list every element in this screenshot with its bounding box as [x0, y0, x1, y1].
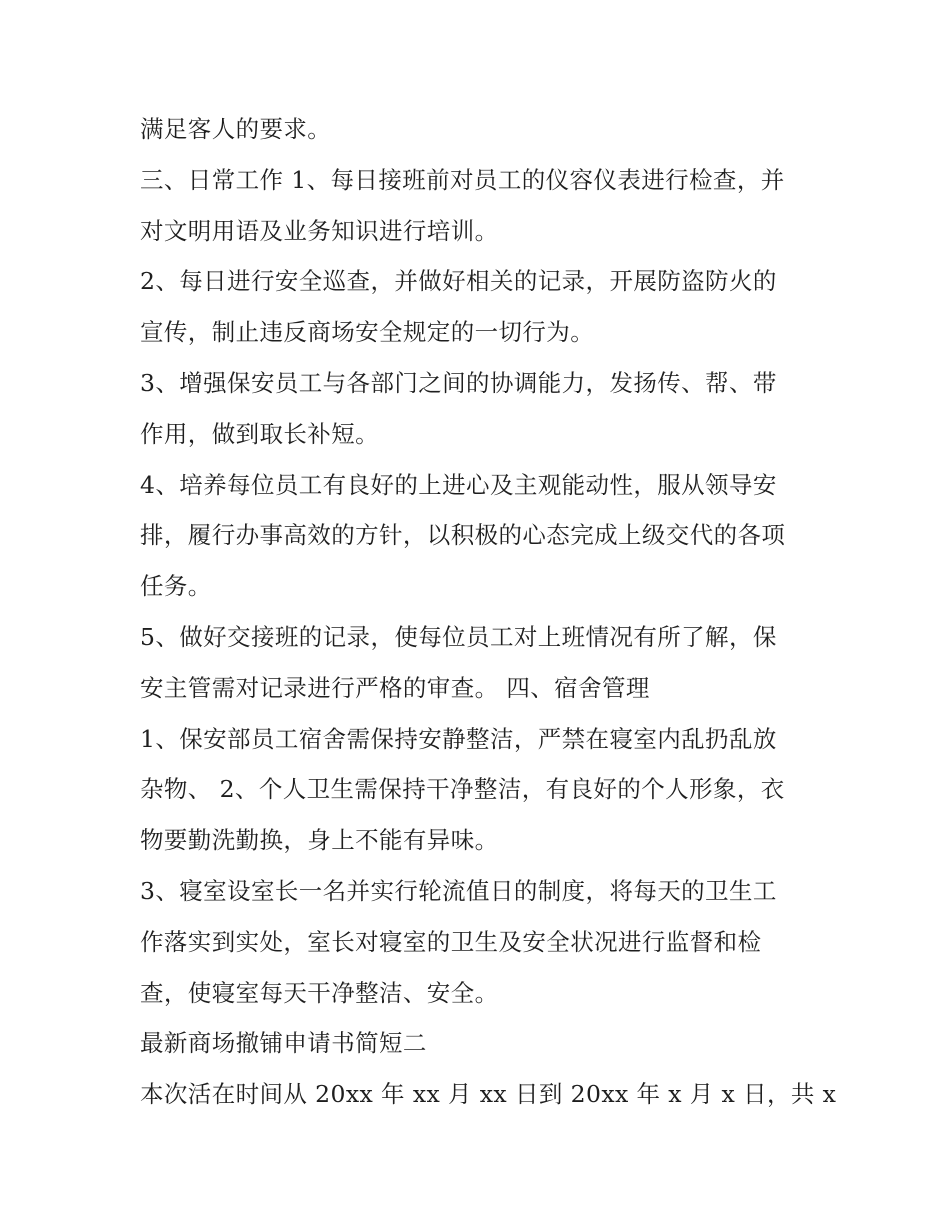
text-line: 5、做好交接班的记录，使每位员工对上班情况有所了解，保 — [140, 622, 777, 651]
text-line: 杂物、 2、个人卫生需保持干净整洁，有良好的个人形象，衣 — [140, 775, 785, 804]
text-line: 本次活在时间从 20xx 年 xx 月 xx 日到 20xx 年 x 月 x 日，共 x — [140, 1080, 837, 1109]
text-line: 任务。 — [140, 572, 212, 601]
text-line: 4、培养每位员工有良好的上进心及主观能动性，服从领导安 — [140, 470, 777, 499]
text-line: 2、每日进行安全巡查，并做好相关的记录，开展防盗防火的 — [140, 267, 777, 296]
text-line: 安主管需对记录进行严格的审查。 四、宿舍管理 — [140, 673, 650, 702]
text-line: 1、保安部员工宿舍需保持安静整洁，严禁在寝室内乱扔乱放 — [140, 724, 777, 753]
section-heading: 最新商场撤铺申请书简短二 — [140, 1029, 427, 1058]
text-line: 物要勤洗勤换，身上不能有异味。 — [140, 826, 499, 855]
text-line: 作落实到实处，室长对寝室的卫生及安全状况进行监督和检 — [140, 927, 762, 956]
text-line: 排，履行办事高效的方针，以积极的心态完成上级交代的各项 — [140, 521, 786, 550]
text-line: 查，使寝室每天干净整洁、安全。 — [140, 978, 499, 1007]
text-line: 宣传，制止违反商场安全规定的一切行为。 — [140, 318, 595, 347]
text-line: 作用，做到取长补短。 — [140, 419, 379, 448]
text-line: 满足客人的要求。 — [140, 115, 332, 143]
text-line: 三、日常工作 1、每日接班前对员工的仪容仪表进行检查，并 — [140, 165, 785, 194]
text-line: 对文明用语及业务知识进行培训。 — [140, 216, 499, 245]
text-line: 3、寝室设室长一名并实行轮流值日的制度，将每天的卫生工 — [140, 876, 777, 905]
document-body — [140, 109, 837, 1125]
text-line: 3、增强保安员工与各部门之间的协调能力，发扬传、帮、带 — [140, 368, 777, 397]
